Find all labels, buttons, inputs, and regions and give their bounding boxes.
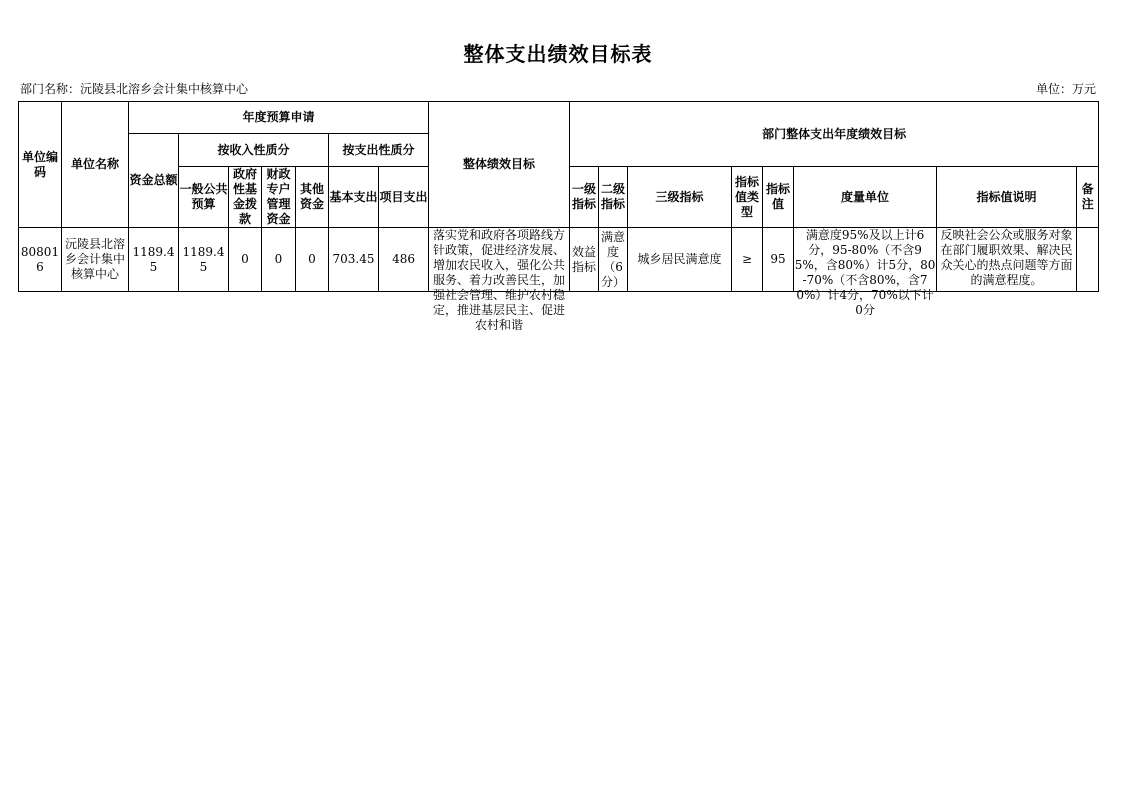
- header-other-funds: 其他资金: [296, 167, 329, 228]
- cell-value-desc: 反映社会公众或服务对象在部门履职效果、解决民众关心的热点问题等方面的满意程度。: [940, 228, 1073, 287]
- header-general-budget: 一般公共预算: [179, 167, 229, 228]
- header-dept-goal: 部门整体支出年度绩效目标: [570, 102, 1099, 167]
- cell-basic-expense: 703.45: [329, 228, 379, 292]
- cell-value-type: ≥: [732, 228, 763, 292]
- header-project-expense: 项目支出: [379, 167, 429, 228]
- unit-label: 单位：万元: [1035, 82, 1096, 96]
- header-remark: 备注: [1077, 167, 1099, 228]
- cell-total-funds: 1189.45: [129, 228, 179, 292]
- cell-remark: [1077, 228, 1099, 292]
- header-indicator-value: 指标值: [763, 167, 794, 228]
- department-name: 部门名称：沅陵县北溶乡会计集中核算中心: [20, 82, 249, 96]
- header-level1: 一级指标: [570, 167, 599, 228]
- header-annual-budget: 年度预算申请: [129, 102, 429, 134]
- header-level3: 三级指标: [628, 167, 732, 228]
- header-unit-name: 单位名称: [62, 102, 129, 228]
- cell-measure-unit: 满意度95%及以上计6分，95-80%（不含95%，含80%）计5分，80-70%（不含80%，含70%）计4分，70%以下计0分: [794, 228, 936, 317]
- header-by-expense: 按支出性质分: [329, 134, 429, 167]
- cell-unit-code: 808016: [19, 228, 62, 292]
- header-fiscal-special: 财政专户管理资金: [262, 167, 296, 228]
- header-measure-unit: 度量单位: [794, 167, 937, 228]
- header-unit-code: 单位编码: [19, 102, 62, 228]
- cell-level2: 满意度（6分）: [599, 228, 628, 292]
- cell-project-expense: 486: [379, 228, 429, 292]
- cell-unit-name: 沅陵县北溶乡会计集中核算中心: [62, 228, 129, 292]
- header-gov-fund: 政府性基金拨款: [229, 167, 262, 228]
- header-by-income: 按收入性质分: [179, 134, 329, 167]
- page-title: 整体支出绩效目标表: [463, 42, 653, 66]
- cell-level1: 效益指标: [570, 228, 599, 292]
- header-basic-expense: 基本支出: [329, 167, 379, 228]
- cell-other-funds: 0: [296, 228, 329, 292]
- cell-level3: 城乡居民满意度: [628, 228, 732, 292]
- table-row: [19, 228, 1099, 292]
- cell-gov-fund: 0: [229, 228, 262, 292]
- cell-indicator-value: 95: [763, 228, 794, 292]
- header-overall-goal: 整体绩效目标: [429, 102, 570, 228]
- header-value-desc: 指标值说明: [937, 167, 1077, 228]
- performance-table: [18, 101, 1099, 332]
- header-level2: 二级指标: [599, 167, 628, 228]
- cell-general-budget: 1189.45: [179, 228, 229, 292]
- cell-fiscal-special: 0: [262, 228, 296, 292]
- header-value-type: 指标值类型: [732, 167, 763, 228]
- cell-overall-goal: 落实党和政府各项路线方针政策，促进经济发展、增加农民收入，强化公共服务、着力改善民生，加强社会管理、维护农村稳定，推进基层民主、促进农村和谐: [433, 228, 566, 332]
- header-total-funds: 资金总额: [129, 134, 179, 228]
